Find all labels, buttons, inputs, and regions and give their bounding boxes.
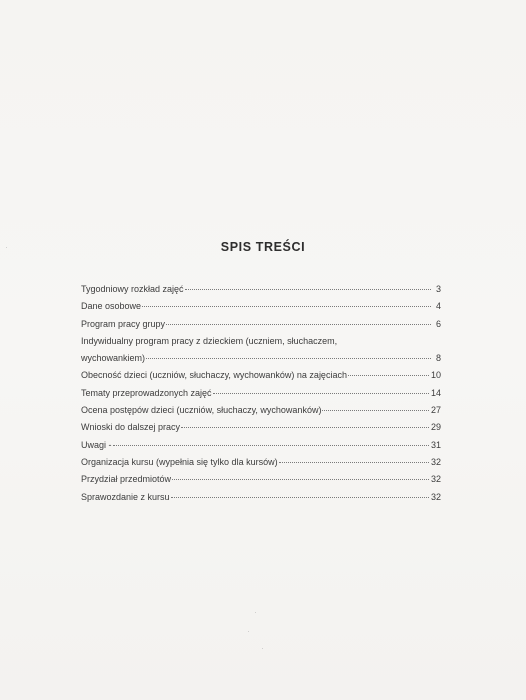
- paper-speck: [262, 648, 263, 649]
- dot-leader: [213, 393, 429, 394]
- toc-entry: [81, 281, 441, 298]
- toc-entry-label: Obecność dzieci (uczniów, słuchaczy, wychowanków) na zajęciach: [81, 370, 347, 381]
- toc-entry-page: 14: [430, 387, 441, 398]
- toc-entry: [81, 489, 441, 506]
- toc-entry: [81, 471, 441, 488]
- dot-leader: [279, 462, 429, 463]
- toc-entry-page: 3: [435, 284, 441, 294]
- toc-entry-label: Dane osobowe: [81, 301, 142, 312]
- toc-entry-page: 4: [435, 301, 441, 312]
- table-of-contents: [81, 281, 441, 506]
- toc-entry-label: Przydział przedmiotów: [81, 474, 172, 485]
- toc-entry-label: Tematy przeprowadzonych zajęć: [81, 387, 212, 398]
- toc-entry: [81, 419, 441, 436]
- toc-entry: [81, 350, 441, 367]
- dot-leader: [166, 324, 431, 325]
- dot-leader: [322, 410, 429, 411]
- toc-entry-label: Tygodniowy rozkład zajęć: [81, 284, 184, 294]
- dot-leader: [172, 479, 429, 480]
- dot-leader: [181, 427, 429, 428]
- toc-entry-page: 32: [430, 456, 441, 467]
- toc-entry: [81, 437, 441, 454]
- toc-entry: [81, 385, 441, 402]
- toc-entry-label: Wnioski do dalszej pracy: [81, 422, 181, 433]
- dot-leader: [142, 306, 431, 307]
- toc-entry-label-line1: Indywidualny program pracy z dzieckiem (uczniem, słuchaczem,: [81, 335, 338, 346]
- toc-entry: [81, 298, 441, 315]
- toc-entry-label: Organizacja kursu (wypełnia się tylko dla kursów): [81, 456, 278, 467]
- toc-entry: [81, 402, 441, 419]
- toc-entry-page: 10: [430, 370, 441, 381]
- toc-entry-multiline: [81, 333, 441, 368]
- toc-entry-label: Sprawozdanie z kursu: [81, 491, 170, 502]
- paper-speck: [248, 631, 249, 632]
- toc-entry-label: Uwagi -: [81, 439, 112, 450]
- toc-entry-page: 6: [435, 318, 441, 329]
- toc-entry-page: 29: [430, 422, 441, 433]
- dot-leader: [146, 358, 431, 359]
- toc-entry-page: 31: [430, 439, 441, 450]
- paper-speck: [255, 612, 256, 613]
- toc-entry-label: Ocena postępów dzieci (uczniów, słuchaczy, wychowanków): [81, 405, 322, 416]
- dot-leader: [348, 375, 429, 376]
- document-title: SPIS TREŚCI: [220, 240, 306, 254]
- toc-entry-page: 32: [430, 474, 441, 485]
- toc-entry: [81, 454, 441, 471]
- toc-entry-page: 32: [430, 491, 441, 502]
- toc-entry-label: Program pracy grupy: [81, 318, 166, 329]
- dot-leader: [171, 497, 429, 498]
- dot-leader: [113, 445, 429, 446]
- toc-entry-label: wychowankiem): [81, 353, 146, 364]
- toc-entry-page: 8: [435, 353, 441, 364]
- toc-entry: [81, 367, 441, 384]
- dot-leader: [185, 289, 431, 290]
- toc-entry-page: 27: [430, 405, 441, 416]
- toc-entry: [81, 316, 441, 333]
